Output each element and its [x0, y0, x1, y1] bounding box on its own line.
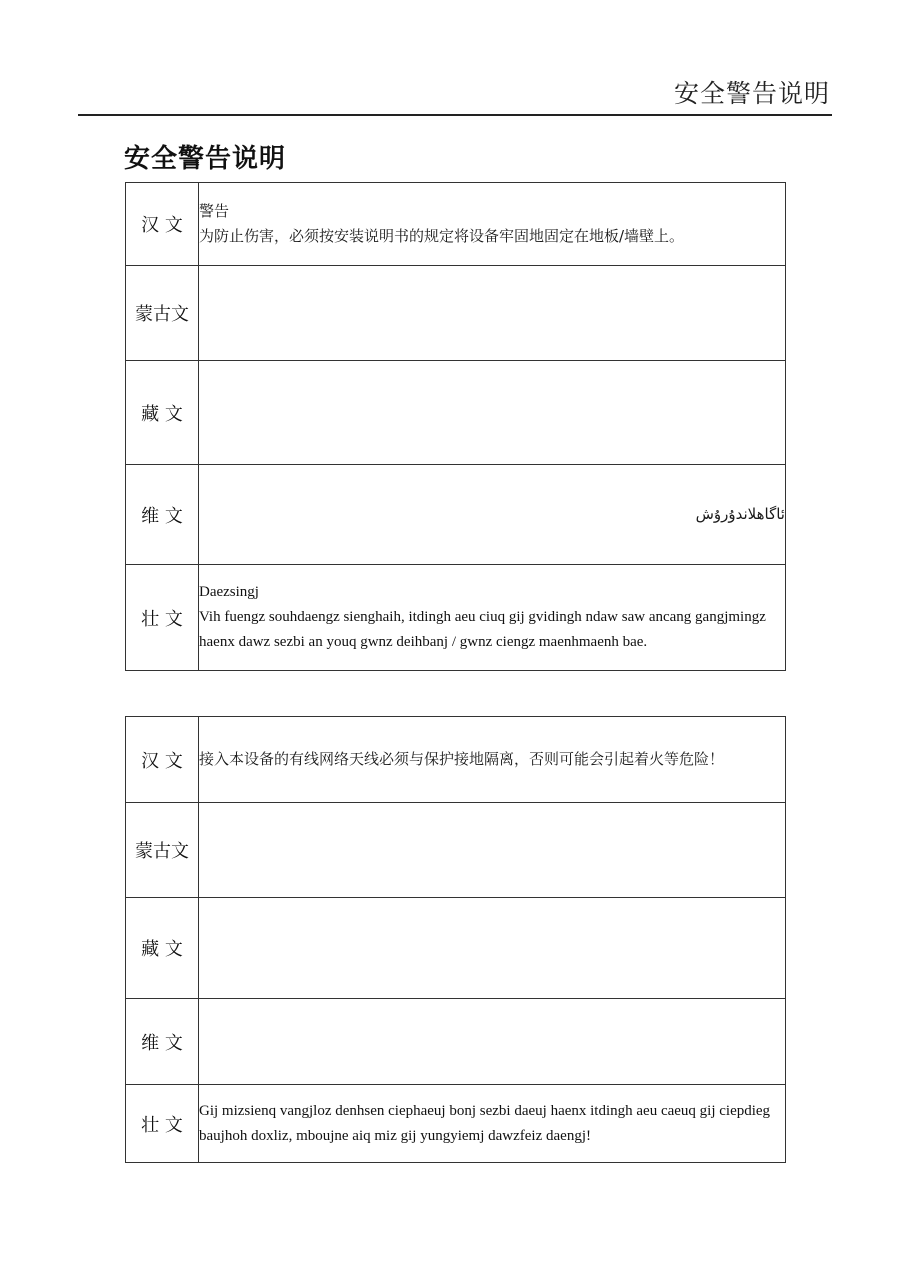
lang-label: 蒙古文 — [126, 266, 199, 361]
text-cell — [199, 266, 786, 361]
lang-label: 汉 文 — [126, 717, 199, 803]
lang-label: 蒙古文 — [126, 803, 199, 898]
warning-text: 接入本设备的有线网络天线必须与保护接地隔离，否则可能会引起着火等危险！ — [199, 750, 725, 768]
warning-table-1 — [125, 182, 786, 671]
lang-label: 藏 文 — [126, 361, 199, 465]
text-cell — [199, 717, 786, 803]
text-cell — [199, 803, 786, 898]
section-title: 安全警告说明 — [124, 144, 287, 174]
table-row-mongolian — [126, 266, 786, 361]
table-row-zhuang — [126, 1085, 786, 1163]
text-cell — [199, 999, 786, 1085]
lang-label: 壮 文 — [126, 565, 199, 671]
lang-label: 壮 文 — [126, 1085, 199, 1163]
text-cell — [199, 465, 786, 565]
page-header — [78, 72, 832, 116]
lang-label: 汉 文 — [126, 183, 199, 266]
warning-table-2 — [125, 716, 786, 1163]
table-row-mongolian — [126, 803, 786, 898]
text-cell — [199, 183, 786, 266]
warning-heading: ئاگاھلاندۇرۇش — [695, 505, 785, 523]
warning-text: Vih fuengz souhdaengz sienghaih, itdingh aeu ciuq gij gvidingh ndaw saw ancang gangjmingz haenx dawz sezbi an youq gwnz deihbanj / gwnz ciengz maenhmaenh bae. — [199, 609, 766, 650]
table-row-uyghur — [126, 465, 786, 565]
text-cell — [199, 565, 786, 671]
text-cell — [199, 361, 786, 465]
warning-heading: Daezsingj — [199, 584, 259, 600]
warning-text: 为防止伤害，必须按安装说明书的规定将设备牢固地固定在地板/墙壁上。 — [199, 227, 685, 245]
table-row-chinese — [126, 183, 786, 266]
lang-label: 维 文 — [126, 465, 199, 565]
warning-heading: 警告 — [199, 202, 230, 220]
text-cell — [199, 898, 786, 999]
warning-text: Gij mizsienq vangjloz denhsen ciephaeuj bonj sezbi daeuj haenx itdingh aeu caeuq gij ciepdieg baujhoh doxliz, mboujne aiq miz gij yungyiemj dawzfeiz daengj! — [199, 1102, 771, 1144]
header-title: 安全警告说明 — [673, 79, 830, 108]
table-row-zhuang — [126, 565, 786, 671]
table-row-tibetan — [126, 898, 786, 999]
table-row-tibetan — [126, 361, 786, 465]
lang-label: 藏 文 — [126, 898, 199, 999]
lang-label: 维 文 — [126, 999, 199, 1085]
table-row-uyghur — [126, 999, 786, 1085]
text-cell — [199, 1085, 786, 1163]
table-row-chinese — [126, 717, 786, 803]
